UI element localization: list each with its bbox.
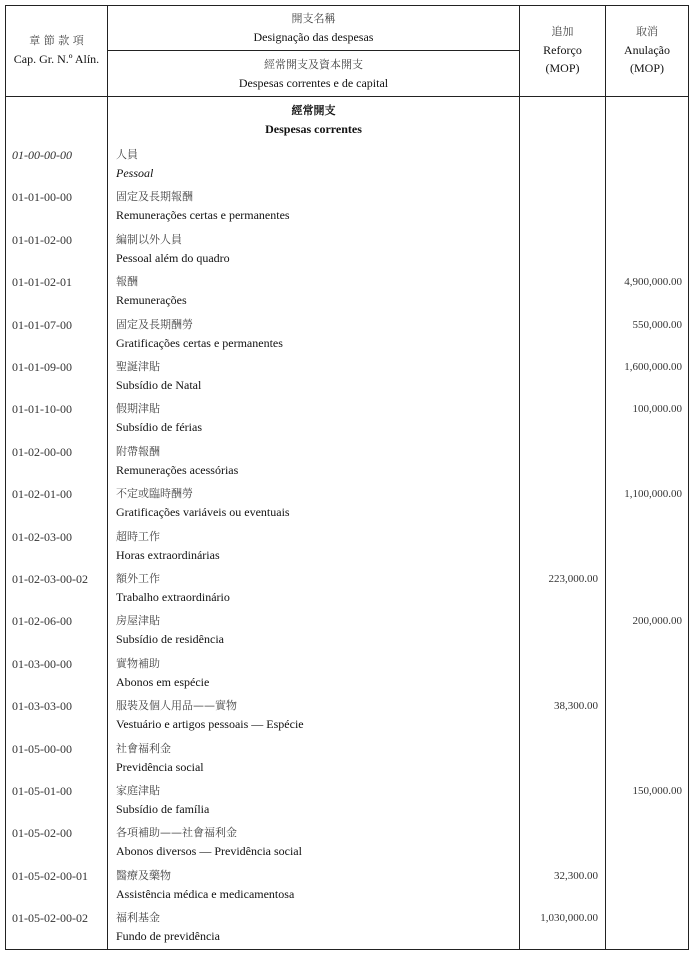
header-subdivider — [108, 50, 519, 51]
row-code: 01-02-00-00 — [12, 444, 72, 459]
row-anulacao: 1,600,000.00 — [624, 361, 682, 373]
row-designation — [116, 358, 201, 394]
header-designation-sub-pt: Despesas correntes e de capital — [238, 76, 389, 90]
header-anulacao-zh: 取消 — [636, 25, 658, 38]
table-row — [6, 443, 688, 485]
row-designation-zh: 各項補助——社會福利金 — [116, 826, 237, 840]
row-code: 01-05-02-00 — [12, 826, 72, 841]
row-designation-pt: Subsídio de residência — [116, 632, 224, 647]
header-anulacao — [606, 23, 688, 77]
header-reforco-unit: (MOP) — [545, 61, 580, 75]
header-reforco-zh: 追加 — [551, 25, 574, 38]
row-code: 01-02-03-00 — [12, 529, 72, 544]
row-designation — [116, 697, 304, 733]
row-code: 01-01-07-00 — [12, 317, 72, 332]
row-designation — [116, 824, 302, 860]
section-title-pt: Despesas correntes — [265, 122, 362, 136]
row-designation-zh: 不定或臨時酬勞 — [116, 487, 193, 501]
header-reforco — [520, 23, 605, 77]
row-designation-pt: Remunerações certas e permanentes — [116, 208, 290, 223]
row-code: 01-05-00-00 — [12, 741, 72, 756]
table-row — [6, 188, 688, 230]
row-designation-pt: Pessoal além do quadro — [116, 250, 230, 265]
table-row — [6, 528, 688, 570]
row-designation-pt: Trabalho extraordinário — [116, 590, 230, 604]
row-designation-zh: 固定及長期報酬 — [116, 190, 193, 204]
row-anulacao: 1,100,000.00 — [624, 488, 682, 501]
table-row — [6, 570, 688, 612]
row-designation — [116, 443, 238, 479]
header-divider — [6, 96, 688, 97]
header-anulacao-unit: (MOP) — [629, 61, 664, 75]
header-reforco-pt: Reforço — [543, 43, 582, 57]
header-code-pt: Cap. Gr. N.º Alín. — [13, 52, 100, 66]
section-title-zh: 經常開支 — [291, 104, 336, 117]
row-designation — [116, 485, 290, 521]
row-reforco: 1,030,000.00 — [540, 912, 598, 925]
header-code-column — [6, 32, 107, 68]
table-row — [6, 612, 688, 654]
row-designation-pt: Horas extraordinárias — [116, 547, 220, 562]
row-designation-pt: Subsídio de família — [116, 802, 210, 816]
row-designation-pt: Vestuário e artigos pessoais — Espécie — [116, 717, 304, 732]
row-designation — [116, 231, 230, 267]
table-row — [6, 231, 688, 273]
row-designation-zh: 實物補助 — [116, 656, 160, 670]
row-code: 01-01-02-00 — [12, 232, 72, 247]
table-row — [6, 697, 688, 739]
budget-table — [5, 5, 689, 950]
row-designation — [116, 400, 202, 436]
row-code: 01-05-02-00-02 — [12, 911, 88, 926]
row-designation-pt: Assistência médica e medicamentosa — [116, 886, 295, 901]
row-designation — [116, 273, 187, 309]
table-row — [6, 867, 688, 909]
row-code: 01-03-03-00 — [12, 699, 72, 714]
row-code: 01-05-02-00-01 — [12, 868, 88, 883]
row-designation — [116, 867, 294, 903]
row-anulacao: 100,000.00 — [632, 403, 682, 416]
table-row — [6, 909, 688, 951]
table-row — [6, 400, 688, 442]
row-designation-zh: 人員 — [116, 148, 138, 161]
table-row — [6, 358, 688, 400]
row-designation-zh: 超時工作 — [116, 529, 160, 543]
row-designation-zh: 房屋津貼 — [116, 614, 160, 628]
table-row — [6, 824, 688, 866]
table-row — [6, 146, 688, 188]
row-designation — [116, 528, 220, 564]
table-row — [6, 316, 688, 358]
row-designation-zh: 編制以外人員 — [116, 232, 182, 246]
section-title — [108, 102, 519, 138]
row-designation-pt: Remunerações acessórias — [116, 462, 239, 477]
row-code: 01-05-01-00 — [12, 784, 72, 798]
row-designation-pt: Abonos diversos — Previdência social — [116, 844, 302, 859]
table-row — [6, 655, 688, 697]
row-designation-pt: Gratificações certas e permanentes — [116, 335, 283, 350]
row-designation-zh: 醫療及藥物 — [116, 868, 171, 882]
row-designation-zh: 附帶報酬 — [116, 444, 160, 458]
row-code: 01-01-02-01 — [12, 275, 72, 290]
row-code: 01-02-06-00 — [12, 614, 72, 629]
table-row — [6, 740, 688, 782]
row-anulacao: 150,000.00 — [632, 785, 682, 797]
row-designation-pt: Gratificações variáveis ou eventuais — [116, 505, 290, 520]
row-designation-pt: Previdência social — [116, 759, 204, 774]
row-designation — [116, 782, 209, 818]
table-row — [6, 485, 688, 527]
row-code: 01-00-00-00 — [12, 148, 72, 162]
row-designation — [116, 570, 230, 606]
row-anulacao: 550,000.00 — [632, 318, 682, 331]
row-code: 01-02-01-00 — [12, 487, 72, 502]
row-designation-zh: 家庭津貼 — [116, 784, 160, 797]
row-reforco: 38,300.00 — [554, 700, 598, 713]
header-designation-pt: Designação das despesas — [253, 30, 374, 44]
row-designation-zh: 社會福利金 — [116, 741, 171, 755]
row-designation-pt: Remunerações — [116, 293, 187, 308]
header-designation-sub-zh: 經常開支及資本開支 — [264, 58, 363, 71]
row-code: 01-01-09-00 — [12, 360, 72, 374]
row-reforco: 223,000.00 — [548, 573, 598, 585]
row-reforco: 32,300.00 — [554, 869, 598, 882]
table-row — [6, 273, 688, 315]
row-designation — [116, 188, 290, 224]
row-designation — [116, 146, 153, 182]
row-designation-zh: 假期津貼 — [116, 402, 160, 416]
row-designation-pt: Pessoal — [116, 166, 154, 180]
row-designation — [116, 909, 220, 945]
row-designation — [116, 655, 209, 691]
row-designation-zh: 福利基金 — [116, 911, 160, 925]
row-designation-pt: Abonos em espécie — [116, 674, 210, 689]
header-code-zh: 章 節 款 項 — [29, 34, 84, 47]
row-designation-zh: 報酬 — [116, 275, 138, 289]
row-designation-zh: 聖誕津貼 — [116, 360, 160, 373]
row-designation — [116, 316, 283, 352]
row-designation-zh: 固定及長期酬勞 — [116, 317, 193, 331]
header-designation-zh: 開支名稱 — [291, 12, 336, 25]
row-code: 01-02-03-00-02 — [12, 572, 88, 586]
table-row — [6, 782, 688, 824]
row-code: 01-01-00-00 — [12, 190, 72, 205]
row-designation-pt: Fundo de previdência — [116, 929, 220, 944]
row-code: 01-03-00-00 — [12, 656, 72, 671]
row-designation-pt: Subsídio de férias — [116, 420, 202, 435]
row-anulacao: 4,900,000.00 — [624, 276, 682, 289]
row-designation-zh: 服裝及個人用品——實物 — [116, 699, 237, 713]
header-designation — [108, 10, 519, 46]
row-designation — [116, 612, 224, 648]
header-designation-sub — [108, 56, 519, 92]
row-designation-zh: 額外工作 — [116, 572, 160, 585]
header-anulacao-pt: Anulação — [624, 43, 670, 57]
row-code: 01-01-10-00 — [12, 402, 72, 417]
row-designation — [116, 740, 204, 776]
row-anulacao: 200,000.00 — [632, 615, 682, 628]
row-designation-pt: Subsídio de Natal — [116, 378, 202, 392]
